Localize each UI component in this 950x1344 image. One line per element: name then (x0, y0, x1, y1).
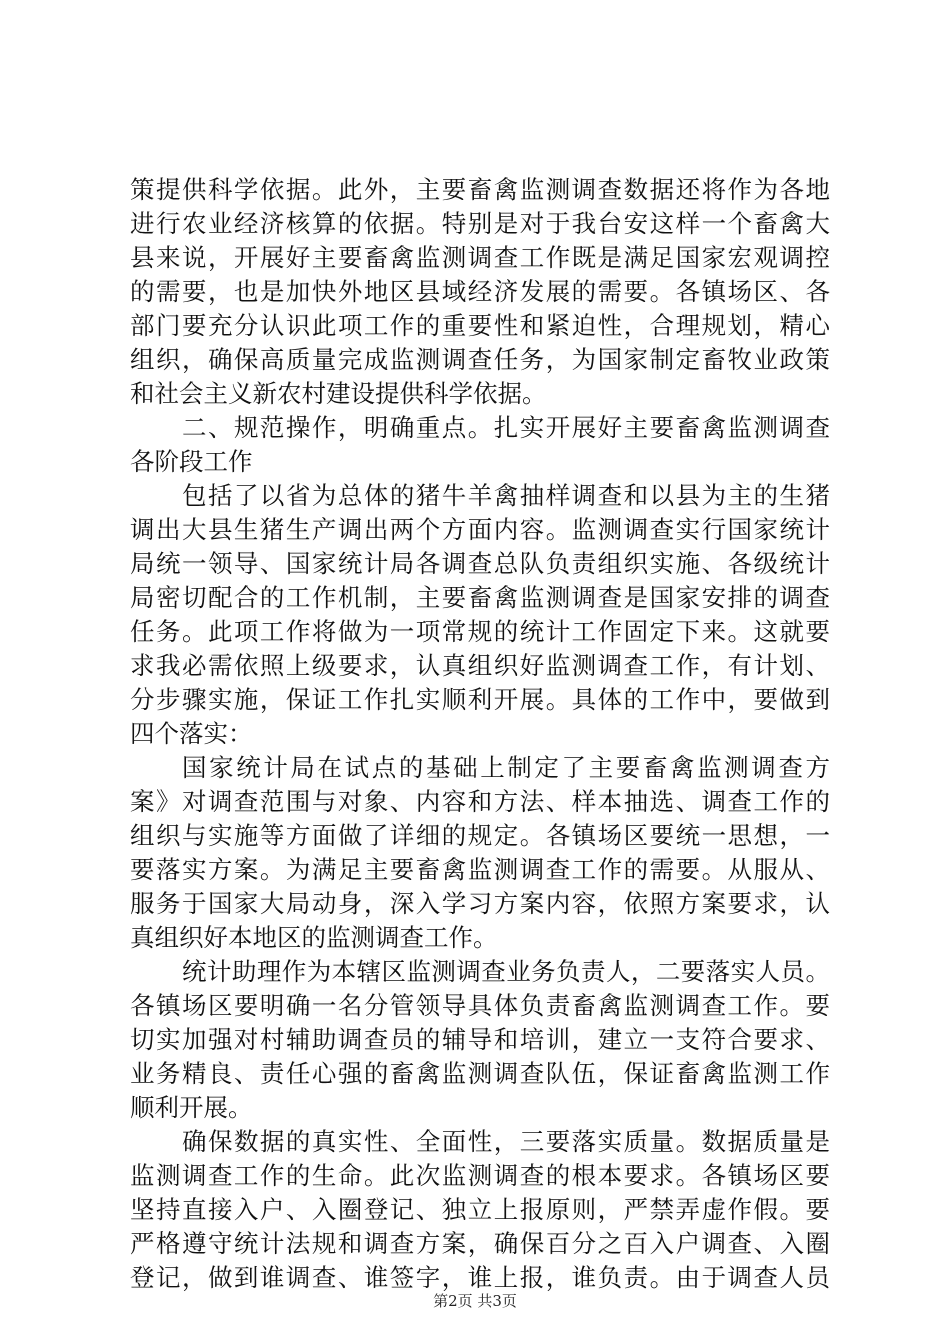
text-line: 调出大县生猪生产调出两个方面内容。监测调查实行国家统计 (130, 515, 830, 544)
text-line: 四个落实： (130, 719, 253, 748)
text-line: 服务于国家大局动身，深入学习方案内容，依照方案要求，认 (130, 889, 830, 918)
text-line: 确保数据的真实性、全面性，三要落实质量。数据质量是 (182, 1127, 830, 1156)
text-line: 组织，确保高质量完成监测调查任务，为国家制定畜牧业政策 (130, 345, 830, 374)
text-line: 二、规范操作，明确重点。扎实开展好主要畜禽监测调查 (182, 413, 830, 442)
text-line: 切实加强对村辅助调查员的辅导和培训，建立一支符合要求、 (130, 1025, 830, 1054)
text-line: 统计助理作为本辖区监测调查业务负责人，二要落实人员。 (182, 957, 830, 986)
text-line: 进行农业经济核算的依据。特别是对于我台安这样一个畜禽大 (130, 209, 830, 238)
text-line: 局统一领导、国家统计局各调查总队负责组织实施、各级统计 (130, 549, 830, 578)
text-line: 登记，做到谁调查、谁签字，谁上报，谁负责。由于调查人员 (130, 1263, 830, 1292)
text-line: 案》对调查范围与对象、内容和方法、样本抽选、调查工作的 (130, 787, 830, 816)
text-line: 组织与实施等方面做了详细的规定。各镇场区要统一思想，一 (130, 821, 830, 850)
text-line: 分步骤实施，保证工作扎实顺利开展。具体的工作中，要做到 (130, 685, 830, 714)
text-line: 求我必需依照上级要求，认真组织好监测调查工作，有计划、 (130, 651, 830, 680)
text-line: 县来说，开展好主要畜禽监测调查工作既是满足国家宏观调控 (130, 243, 830, 272)
text-line: 国家统计局在试点的基础上制定了主要畜禽监测调查方 (182, 753, 830, 782)
text-line: 监测调查工作的生命。此次监测调查的根本要求。各镇场区要 (130, 1161, 830, 1190)
text-line: 局密切配合的工作机制，主要畜禽监测调查是国家安排的调查 (130, 583, 830, 612)
text-line: 部门要充分认识此项工作的重要性和紧迫性，合理规划，精心 (130, 311, 830, 340)
text-line: 严格遵守统计法规和调查方案，确保百分之百入户调查、入圈 (130, 1229, 830, 1258)
text-line: 的需要，也是加快外地区县域经济发展的需要。各镇场区、各 (130, 277, 830, 306)
text-line: 业务精良、责任心强的畜禽监测调查队伍，保证畜禽监测工作 (130, 1059, 830, 1088)
text-line: 各阶段工作 (130, 447, 253, 476)
text-line: 包括了以省为总体的猪牛羊禽抽样调查和以县为主的生猪 (182, 481, 830, 510)
text-line: 策提供科学依据。此外，主要畜禽监测调查数据还将作为各地 (130, 175, 830, 204)
text-line: 坚持直接入户、入圈登记、独立上报原则，严禁弄虚作假。要 (130, 1195, 830, 1224)
text-line: 和社会主义新农村建设提供科学依据。 (130, 379, 547, 408)
text-line: 顺利开展。 (130, 1093, 253, 1122)
text-line: 真组织好本地区的监测调查工作。 (130, 923, 498, 952)
page-footer: 第2页 共3页 (433, 1292, 517, 1310)
text-line: 各镇场区要明确一名分管领导具体负责畜禽监测调查工作。要 (130, 991, 830, 1020)
document-body (130, 173, 830, 1295)
text-line: 任务。此项工作将做为一项常规的统计工作固定下来。这就要 (130, 617, 830, 646)
text-line: 要落实方案。为满足主要畜禽监测调查工作的需要。从服从、 (130, 855, 830, 884)
